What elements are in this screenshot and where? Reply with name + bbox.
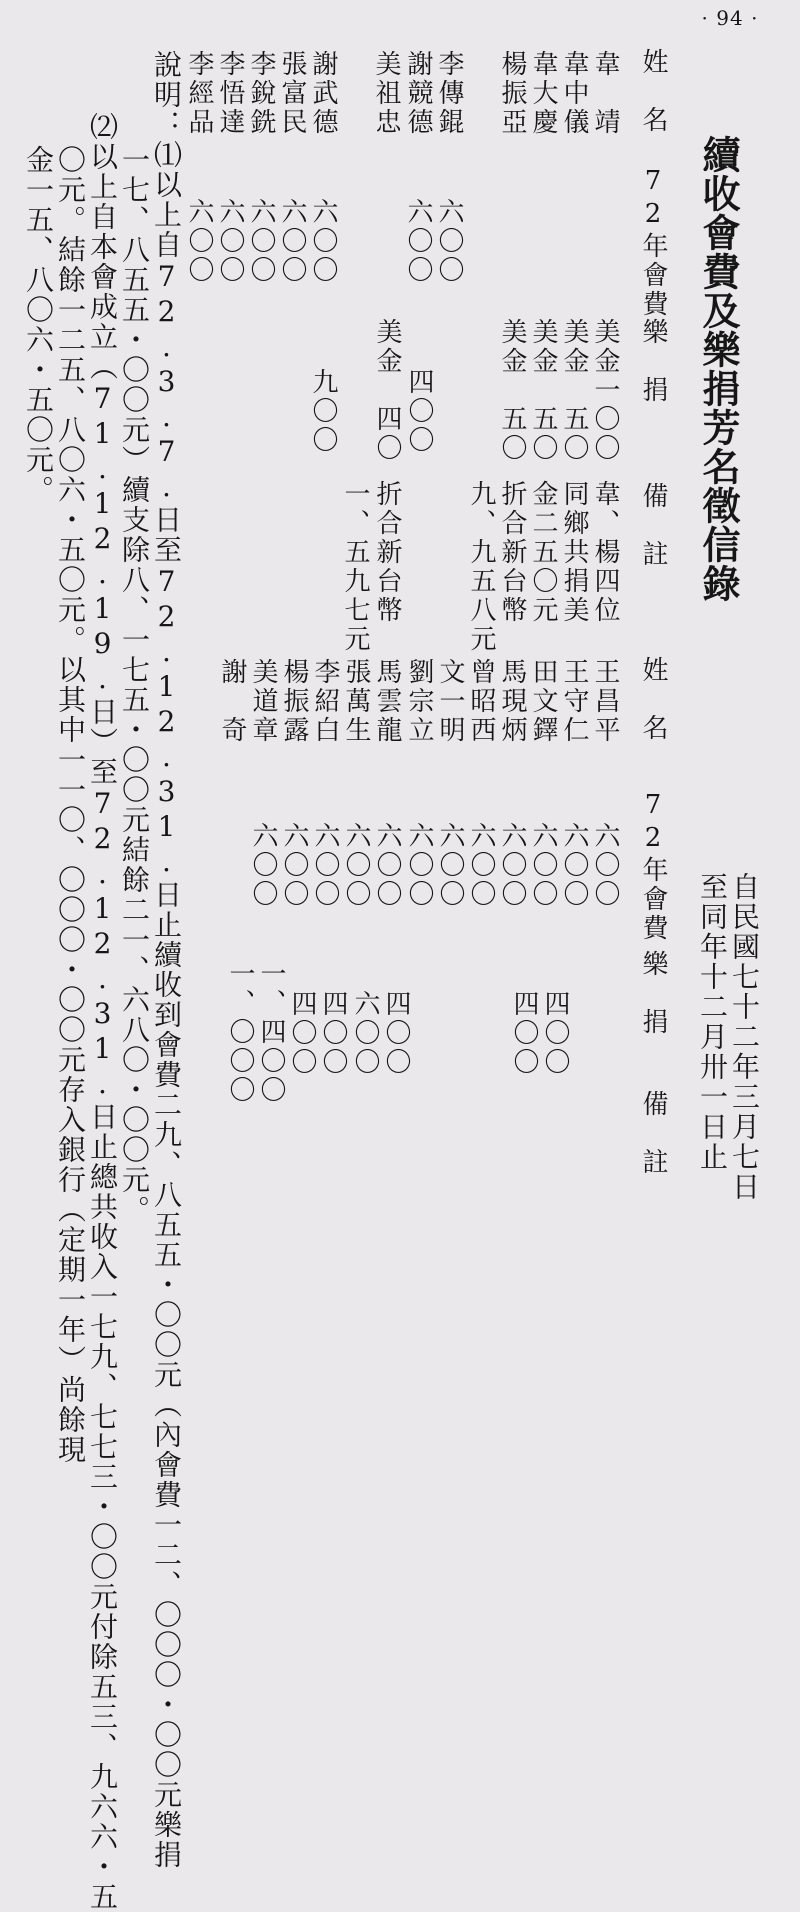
top-name-11: 李悟達 bbox=[215, 50, 245, 137]
note-line-4: 〇元。結餘一二五、八〇六・五〇元。以其中一一〇、〇〇〇・〇〇元存入銀行（定期一年）尚餘現 bbox=[54, 145, 87, 1465]
bottom-donation-10: 一、〇〇〇 bbox=[225, 960, 255, 1105]
top-name-2: 韋大慶 bbox=[528, 50, 558, 137]
top-donation-2: 美金 五〇 bbox=[528, 318, 558, 463]
top-name-12: 李經品 bbox=[184, 50, 214, 137]
top-name-9: 張富民 bbox=[277, 50, 307, 137]
page-number: · 94 · bbox=[701, 6, 759, 30]
bottom-name-11: 美道章 bbox=[248, 658, 278, 745]
header-name-bottom: 姓 名 bbox=[638, 656, 668, 743]
header-fee-bottom: 72年會費 bbox=[638, 790, 668, 943]
bottom-name-8: 張萬生 bbox=[341, 658, 371, 745]
bottom-name-4: 曾昭西 bbox=[466, 658, 496, 745]
bottom-donation-0: 四〇〇 bbox=[540, 990, 570, 1077]
top-donation-1: 美金 五〇 bbox=[559, 318, 589, 463]
note-line-5: 金一五、八〇六・五〇元。 bbox=[22, 145, 55, 505]
top-name-1: 韋中儀 bbox=[559, 50, 589, 137]
bottom-fee-10: 六〇〇 bbox=[279, 822, 309, 909]
period-line-2: 至同年十二月卅一日止 bbox=[696, 872, 729, 1172]
bottom-fee-9: 六〇〇 bbox=[310, 822, 340, 909]
top-remark-0: 韋、楊四位 bbox=[590, 480, 620, 625]
top-name-7: 美祖忠 bbox=[371, 50, 401, 137]
bottom-name-5: 文一明 bbox=[435, 658, 465, 745]
bottom-name-3: 馬現炳 bbox=[497, 658, 527, 745]
note-line-1: 說明：⑴以上自72.3.7.日至72.12.31.日止續收到會費二九、八五五・〇〇元（內會費一二、〇〇〇・〇〇元樂捐 bbox=[150, 50, 183, 1870]
top-name-6: 謝競德 bbox=[403, 50, 433, 137]
bottom-donation-7: 四〇〇 bbox=[318, 990, 348, 1077]
header-donation-top: 樂 捐 bbox=[638, 318, 668, 405]
note-line-2: 一七、八五五・〇〇元）續支除八、一七五・〇〇元結餘二一、六八〇・〇〇元。 bbox=[118, 145, 151, 1225]
top-fee-8: 六〇〇 bbox=[308, 198, 338, 285]
top-donation-8: 九〇〇 bbox=[308, 368, 338, 455]
bottom-fee-2: 六〇〇 bbox=[528, 822, 558, 909]
top-remark-2: 金二五〇元 bbox=[528, 480, 558, 625]
bottom-fee-11: 六〇〇 bbox=[248, 822, 278, 909]
bottom-donation-5: 四〇〇 bbox=[381, 990, 411, 1077]
bottom-fee-0: 六〇〇 bbox=[590, 822, 620, 909]
top-donation-3: 美金 五〇 bbox=[497, 318, 527, 463]
top-fee-12: 六〇〇 bbox=[184, 198, 214, 285]
top-donation-6: 美金 四〇 bbox=[372, 318, 402, 463]
top-fee-5: 六〇〇 bbox=[434, 198, 464, 285]
top-remark-6: 折合新台幣 bbox=[372, 480, 402, 625]
bottom-fee-3: 六〇〇 bbox=[497, 822, 527, 909]
top-donation-5: 四〇〇 bbox=[404, 368, 434, 455]
top-name-0: 韋 靖 bbox=[590, 50, 620, 137]
period-line-1: 自民國七十二年三月七日 bbox=[728, 872, 761, 1202]
header-donation-bottom: 樂 捐 bbox=[638, 950, 668, 1037]
bottom-donation-1: 四〇〇 bbox=[509, 990, 539, 1077]
page-title: 續收會費及樂捐芳名徵信錄 bbox=[696, 135, 741, 603]
bottom-donation-9: 一、四〇〇 bbox=[256, 960, 286, 1105]
bottom-fee-8: 六〇〇 bbox=[341, 822, 371, 909]
top-remark-3: 折合新台幣 bbox=[497, 480, 527, 625]
top-fee-6: 六〇〇 bbox=[403, 198, 433, 285]
bottom-name-7: 馬雲龍 bbox=[372, 658, 402, 745]
top-name-8: 謝武德 bbox=[308, 50, 338, 137]
bottom-name-2: 田文鐸 bbox=[528, 658, 558, 745]
header-remark-top: 備 註 bbox=[638, 482, 668, 569]
top-name-10: 李銳銑 bbox=[246, 50, 276, 137]
top-name-3: 楊振亞 bbox=[497, 50, 527, 137]
bottom-name-1: 王守仁 bbox=[559, 658, 589, 745]
top-fee-9: 六〇〇 bbox=[277, 198, 307, 285]
top-remark-4: 九、九五八元 bbox=[466, 480, 496, 654]
note-line-3: ⑵以上自本會成立（71.12.19.日）至72.12.31.日止總共收入一七九、七七三・〇〇元付除五三、九六六・五 bbox=[86, 112, 119, 1912]
bottom-name-0: 王昌平 bbox=[590, 658, 620, 745]
bottom-fee-4: 六〇〇 bbox=[466, 822, 496, 909]
bottom-name-10: 楊振露 bbox=[279, 658, 309, 745]
bottom-donation-8: 四〇〇 bbox=[287, 990, 317, 1077]
top-name-5: 李傳錕 bbox=[434, 50, 464, 137]
top-fee-10: 六〇〇 bbox=[246, 198, 276, 285]
bottom-name-12: 謝 奇 bbox=[217, 658, 247, 745]
top-remark-1: 同鄉共捐美 bbox=[559, 480, 589, 625]
header-name-top: 姓 名 bbox=[638, 48, 668, 135]
bottom-name-9: 李紹白 bbox=[310, 658, 340, 745]
top-remark-7: 一、五九七元 bbox=[340, 480, 370, 654]
header-remark-bottom: 備 註 bbox=[638, 1090, 668, 1177]
bottom-fee-7: 六〇〇 bbox=[372, 822, 402, 909]
bottom-fee-6: 六〇〇 bbox=[404, 822, 434, 909]
header-fee-top: 72年會費 bbox=[638, 166, 668, 319]
top-fee-11: 六〇〇 bbox=[215, 198, 245, 285]
bottom-name-6: 劉宗立 bbox=[404, 658, 434, 745]
bottom-donation-6: 六〇〇 bbox=[350, 990, 380, 1077]
bottom-fee-5: 六〇〇 bbox=[435, 822, 465, 909]
bottom-fee-1: 六〇〇 bbox=[559, 822, 589, 909]
top-donation-0: 美金一〇〇 bbox=[590, 318, 620, 463]
